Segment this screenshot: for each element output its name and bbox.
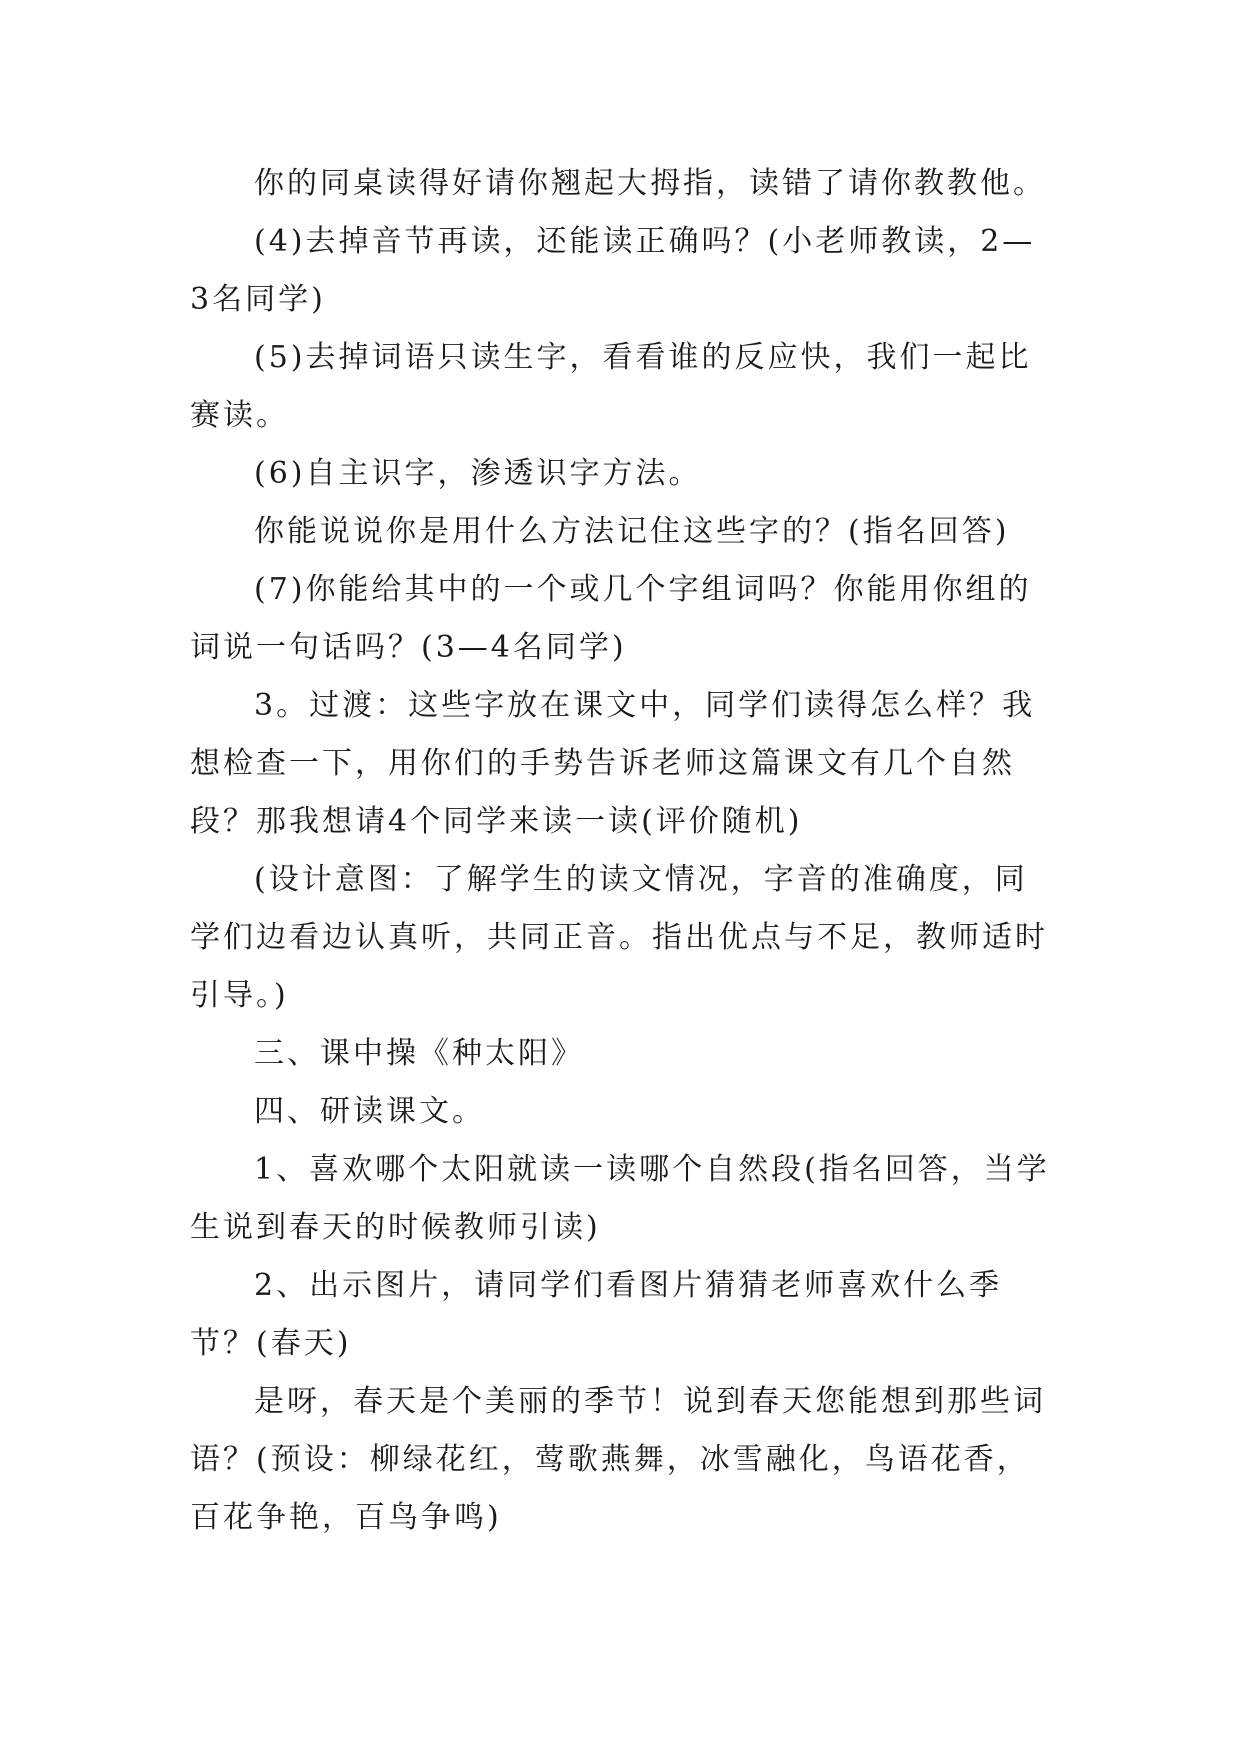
paragraph-7: 3。过渡：这些字放在课文中，同学们读得怎么样？我想检查一下，用你们的手势告诉老师这篇课文有几个自然段？那我想请4个同学来读一读(评价随机) <box>190 688 1036 839</box>
paragraph-6: (7)你能给其中的一个或几个字组词吗？你能用你组的词说一句话吗？(3—4名同学) <box>190 572 1032 665</box>
paragraph-4: (6)自主识字，渗透识字方法。 <box>254 456 702 491</box>
paragraph-2: (4)去掉音节再读，还能读正确吗？(小老师教读，2—3名同学) <box>190 224 1036 317</box>
paragraph-5: 你能说说你是用什么方法记住这些字的？(指名回答) <box>254 514 1010 549</box>
document-body <box>190 155 1050 1547</box>
paragraph-13: 是呀，春天是个美丽的季节！说到春天您能想到那些词语？(预设：柳绿花红，莺歌燕舞，冰雪融化，鸟语花香，百花争艳，百鸟争鸣) <box>190 1384 1046 1535</box>
paragraph-11: 1、喜欢哪个太阳就读一读哪个自然段(指名回答，当学生说到春天的时候教师引读) <box>190 1152 1050 1245</box>
paragraph-1: 你的同桌读得好请你翘起大拇指，读错了请你教教他。 <box>254 166 1046 201</box>
paragraph-8: (设计意图：了解学生的读文情况，字音的准确度，同学们边看边认真听，共同正音。指出优点与不足，教师适时引导。) <box>190 862 1048 1013</box>
section-heading-3: 三、课中操《种太阳》 <box>254 1036 584 1071</box>
section-heading-4: 四、研读课文。 <box>254 1094 485 1129</box>
paragraph-12: 2、出示图片，请同学们看图片猜猜老师喜欢什么季节？(春天) <box>190 1268 1003 1361</box>
paragraph-3: (5)去掉词语只读生字，看看谁的反应快，我们一起比赛读。 <box>190 340 1032 433</box>
